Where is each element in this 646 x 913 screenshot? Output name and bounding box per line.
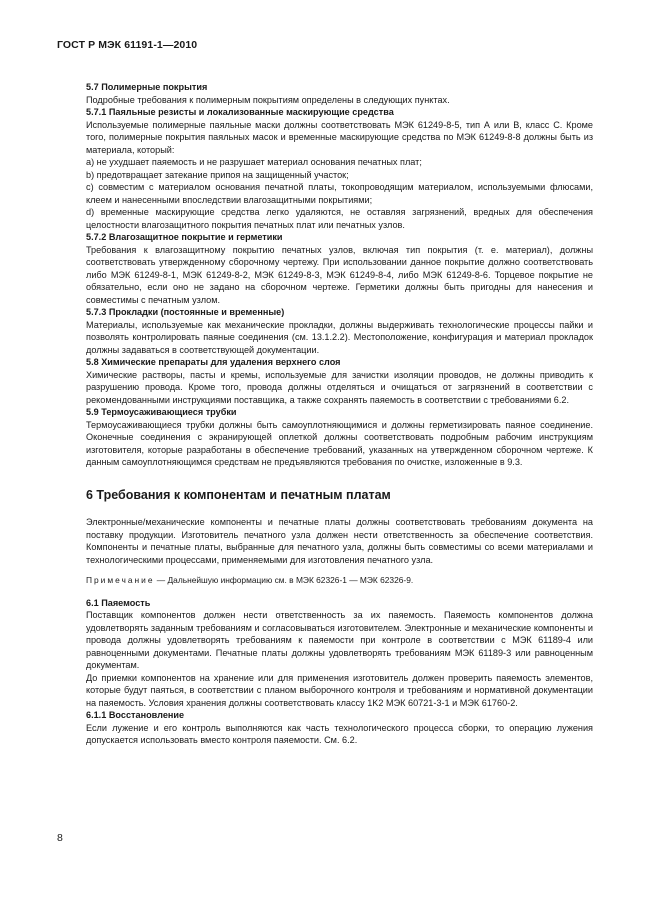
section-heading-5-7-1: 5.7.1 Паяльные резисты и локализованные маскирующие средства <box>86 107 394 117</box>
section-title-6: 6 Требования к компонентам и печатным платам <box>86 487 391 502</box>
paragraph-5-7-3: Материалы, используемые как механические прокладки, должны выдерживать технологические процессы пайки и позволять контролировать паяные соединения (см. 13.1.2.2). Местоположение, конфигурация и материал прокладок должны задаваться в соответствующей документации. <box>86 319 593 355</box>
list-item: b) предотвращает затекание припоя на защищенный участок; <box>86 169 349 180</box>
section-heading-5-9: 5.9 Термоусаживающиеся трубки <box>86 407 237 417</box>
list-item: c) совместим с материалом основания печатной платы, токопроводящим материалом, используемыми флюсами, клеем и нанесенными впоследствии влагозащитными покрытиями; <box>86 182 593 205</box>
note-text: — Дальнейшую информацию см. в МЭК 62326-1 — МЭК 62326-9. <box>154 575 414 585</box>
paragraph-5-7-1: Используемые полимерные паяльные маски должны соответствовать МЭК 61249-8-5, тип А или В, класс С. Кроме того, полимерные покрытия паяльных масок и временные маскирующие средства по МЭК 61249-8-8 должны быть из материала, который: <box>86 119 593 155</box>
paragraph-6-1-a: Поставщик компонентов должен нести ответственность за их паяемость. Паяемость компонентов должна удовлетворять заданным требованиям и согласовываться изготовителем. Электронные и механические компоненты и провода должны удовлетворять требованиям к паяемости при контроле в соответствии с МЭК 61189-4 или равноценными документами. Печатные платы должны удовлетворять требованиям МЭК 61189-3 или равноценным документам. <box>86 610 593 670</box>
paragraph-6-1-b: До приемки компонентов на хранение или для применения изготовитель должен проверить паяемость элементов, которые будут паяться, в соответствии с планом выборочного контроля и требованиям и нормативной документации на паяемость. Условия хранения должны соответствовать классу 1K2 МЭК 60721-3-1 и МЭК 61760-2. <box>86 672 593 708</box>
page-body <box>86 81 593 747</box>
running-header: ГОСТ Р МЭК 61191-1—2010 <box>57 39 198 51</box>
list-item: d) временные маскирующие средства легко удаляются, не оставляя загрязнений, вредных для обеспечения целостности влагозащитного покрытия печатных плат или печатных узлов. <box>86 207 593 230</box>
paragraph-5-8: Химические растворы, пасты и кремы, используемые для зачистки изоляции проводов, не должны приводить к разрушению провода. Кроме того, провода должны отделяться и очищаться от загрязнений в соответствии с рекомендованными инструкциями поставщика, а также сохранять паяемость в соответствии с требованиями 6.2. <box>86 369 593 405</box>
list-5-7-1 <box>86 156 593 231</box>
note <box>86 574 593 587</box>
section-heading-5-7-2: 5.7.2 Влагозащитное покрытие и герметики <box>86 232 283 242</box>
section-heading-6-1: 6.1 Паяемость <box>86 597 151 608</box>
page-number: 8 <box>57 832 63 844</box>
section-heading-5-7: 5.7 Полимерные покрытия <box>86 82 208 92</box>
section-heading-5-7-3: 5.7.3 Прокладки (постоянные и временные) <box>86 307 285 317</box>
section-heading-6-1-1: 6.1.1 Восстановление <box>86 710 185 720</box>
note-label: Примечание <box>86 575 155 585</box>
paragraph-6: Электронные/механические компоненты и печатные платы должны соответствовать требованиям документа на поставку продукции. Изготовитель печатного узла должен нести ответственность за обеспечение соответствия. Компоненты и печатные платы, выбранные для печатного узла, должны быть совместимы со всеми материалами и технологическими процессами, применяемыми для изготовления печатного узла. <box>86 517 593 565</box>
paragraph-5-7-2: Требования к влагозащитному покрытию печатных узлов, включая тип покрытия (т. е. материал), должны соответствовать утвержденному сборочному чертежу. При использовании данное покрытие должно соответствовать либо МЭК 61249-8-1, МЭК 61249-8-2, МЭК 61249-8-3, МЭК 61249-8-4, либо МЭК 61249-8-6. Торцевое покрытие не обязательно, если оно не задано на сборочном чертеже. Герметики должны быть пригодны для нанесения и совместимы с печатным узлом. <box>86 244 593 305</box>
section-heading-5-8: 5.8 Химические препараты для удаления верхнего слоя <box>86 357 341 367</box>
list-item: a) не ухудшает паяемость и не разрушает материал основания печатных плат; <box>86 157 422 167</box>
paragraph-5-7: Подробные требования к полимерным покрытиям определены в следующих пунктах. <box>86 94 450 105</box>
paragraph-6-1-1: Если лужение и его контроль выполняются как часть технологического процесса сборки, то операцию лужения допускается использовать вместо контроля паяемости. См. 6.2. <box>86 722 593 745</box>
paragraph-5-9: Термоусаживающиеся трубки должны быть самоуплотняющимися и должны герметизировать паяное соединение. Оконечные соединения с экранирующей оплеткой должны соответствовать подробным рабочим инструкциям изготовителя, которые разработаны в обеспечение требований, указанных на утвержденном сборочном чертеже. К данным самоуплотняющимся средствам не предъявляются требования по очистке, изложенные в 9.3. <box>86 419 593 467</box>
